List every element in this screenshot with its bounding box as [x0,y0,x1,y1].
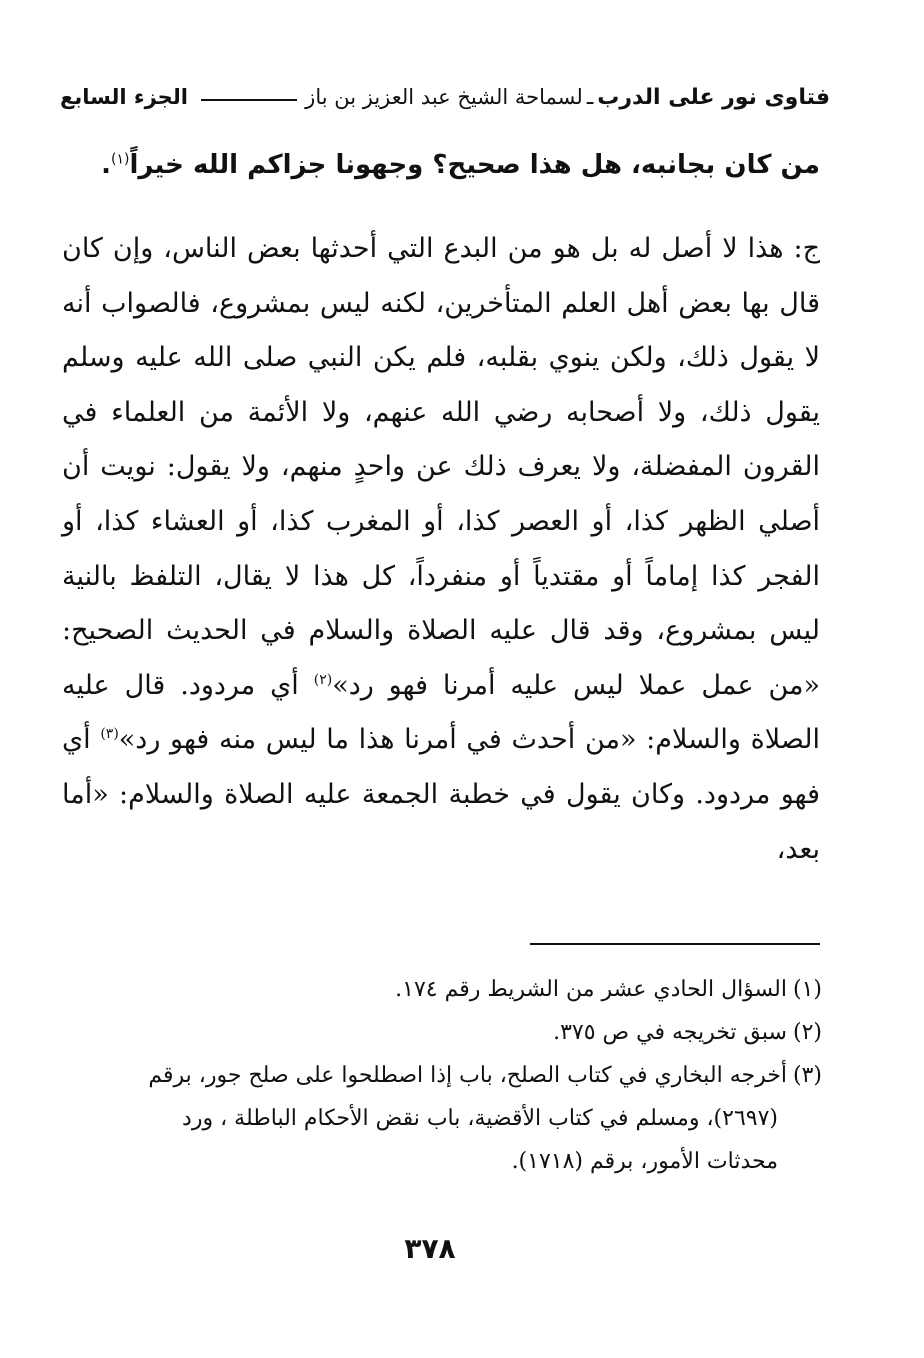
answer-part-2: أي مردود. قال عليه الصلاة والسلام: «من أحدث في أمرنا هذا ما ليس منه فهو رد» [62,669,821,756]
footnote-2-text: سبق تخريجه في ص ٣٧٥. [553,1020,787,1045]
footnote-3-number: (٣) [792,1063,822,1088]
answer-part-3: أي فهو مردود. وكان يقول في خطبة الجمعة عليه الصلاة والسلام: «أما بعد، [62,724,820,865]
volume-label: الجزء السابع [60,85,188,109]
footnote-2 [52,1011,822,1054]
book-title: فتاوى نور على الدرب [597,84,830,110]
answer-paragraph [62,222,820,877]
question-end: . [101,150,111,180]
answer-part-1: ج: هذا لا أصل له بل هو من البدع التي أحدثها بعض الناس، وإن كان قال بها بعض أهل العلم المتأخرين، لكنه ليس بمشروع، فالصواب أنه لا يقول ذلك، ولكن ينوي بقلبه، فلم يكن النبي صلى الله عليه وسلم يقول ذلك، ولا أصحابه رضي الله عنهم، ولا الأئمة من العلماء في القرون المفضلة، ولا يعرف ذلك عن واحدٍ منهم، ولا يقول: نويت أن أصلي الظهر كذا، أو العصر كذا، أو المغرب كذا، أو العشاء كذا، أو الفجر كذا إماماً أو مقتدياً أو منفرداً، كل هذا لا يقال، التلفظ بالنية ليس بمشروع، وقد قال عليه الصلاة والسلام في الحديث الصحيح: «من عمل عملا ليس عليه أمرنا فهو رد» [62,233,821,701]
question-text [60,140,820,190]
footnote-1-text: السؤال الحادي عشر من الشريط رقم ١٧٤. [395,977,787,1002]
author-name: لسماحة الشيخ عبد العزيز بن باز [305,85,583,109]
footnote-3-continuation-2 [52,1140,822,1183]
question-body: من كان بجانبه، هل هذا صحيح؟ وجهونا جزاكم الله خيراً [129,150,820,180]
footnote-ref-2: (٢) [313,671,333,688]
footnote-3-line-3: محدثات الأمور، برقم (١٧١٨). [511,1149,778,1174]
answer-text [62,222,820,877]
running-header [60,80,830,114]
footnote-2-number: (٢) [792,1020,822,1045]
footnote-1-number: (١) [792,977,822,1002]
footnote-3-continuation [52,1097,822,1140]
footnote-ref-3: (٣) [100,726,119,743]
footnote-1 [52,968,822,1011]
page-number: ٣٧٨ [404,1232,456,1265]
footnote-3 [52,1054,822,1097]
header-rule [201,99,297,101]
footnote-separator [530,943,820,945]
footnotes [52,968,822,1183]
running-header-title [193,85,830,110]
footnote-ref-1: (١) [111,151,130,168]
footnote-3-line-1: أخرجه البخاري في كتاب الصلح، باب إذا اصطلحوا على صلح جور، برقم [148,1063,787,1088]
footnote-3-line-2: (٢٦٩٧)، ومسلم في كتاب الأقضية، باب نقض الأحكام الباطلة ، ورد [182,1106,778,1131]
header-dash: ـ [586,84,594,110]
